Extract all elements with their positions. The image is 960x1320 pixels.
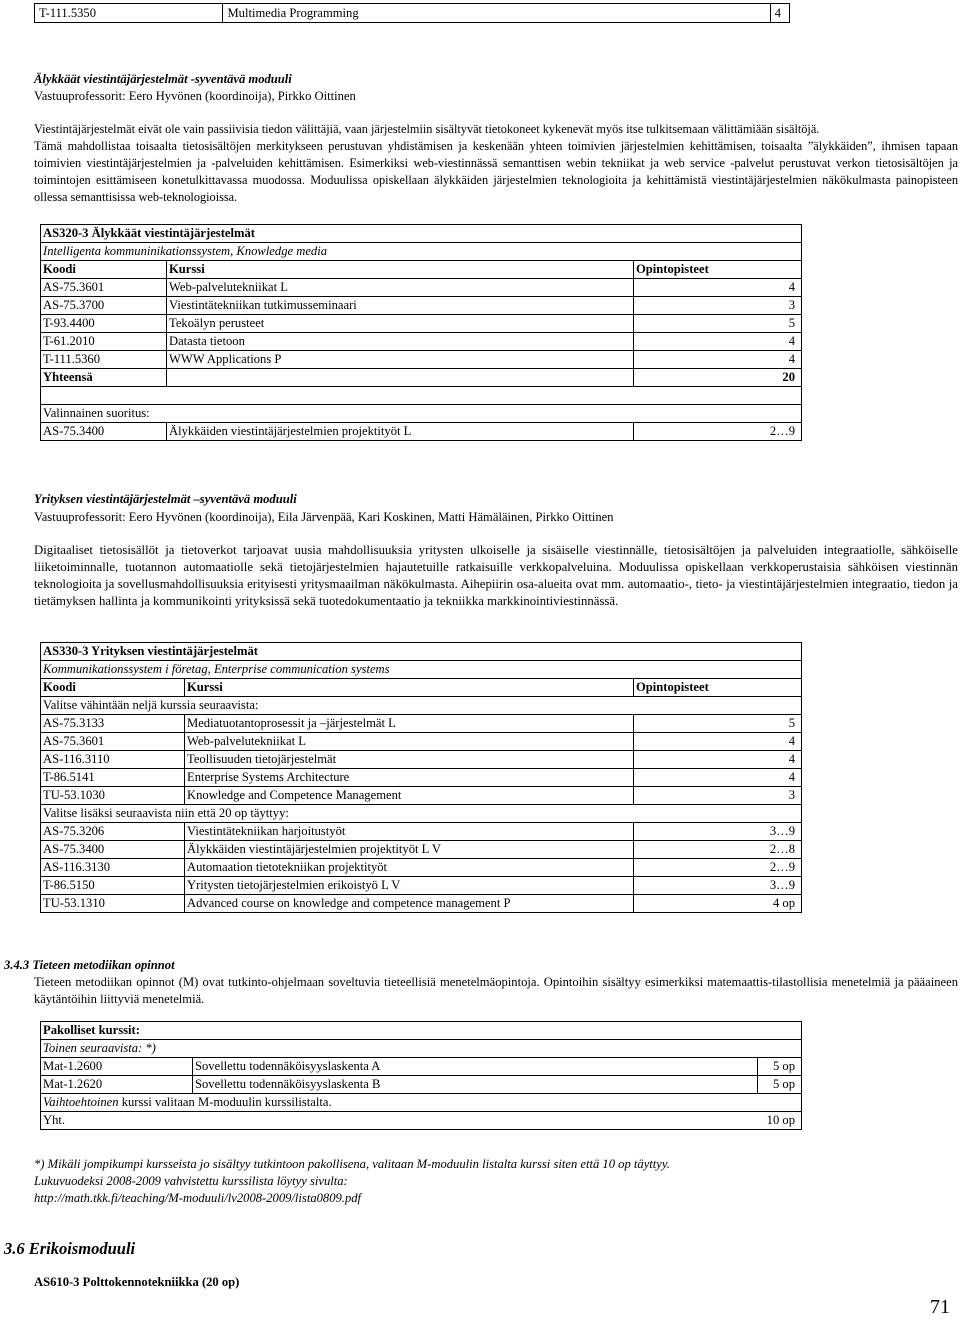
- col-header-credits: Opintopisteet: [634, 679, 802, 697]
- section1-description: Tämä mahdollistaa toisaalta tietosisältöjen merkitykseen perustuvan yhdistämisen ja keskenään yhteen toimivien järjestelmien kehittämisen, toisaalta ”älykkäiden”, ihmisen tapaan toimivien viestintäjärjestelmien ja -palveluiden kehittämisen. Esimerkiksi web-viestinnässä semanttisen webin tekniikat ja web service -palvelut perustuvat verkon tietosisältöjen ja toimintojen esittämiseen konetulkittavassa muodossa. Moduulissa opiskellaan älykkäiden järjestelmien teknologioita ja kehittämistä viestintäjärjestelmien näkökulmasta painopisteen ollessa semanttisissa web-teknologioissa.: [34, 139, 958, 204]
- choice-label: Toinen seuraavista: *): [41, 1040, 802, 1058]
- col-header-code: Koodi: [41, 679, 185, 697]
- table-title: AS330-3 Yrityksen viestintäjärjestelmät: [41, 643, 802, 661]
- table-row: AS-75.3206 Viestintätekniikan harjoitustyöt 3…9: [41, 823, 802, 841]
- table-row: T-61.2010 Datasta tietoon 4: [41, 333, 802, 351]
- table-row: AS-75.3400 Älykkäiden viestintäjärjestelmien projektityöt L V 2…8: [41, 841, 802, 859]
- table-row: AS-75.3601 Web-palvelutekniikat L 4: [41, 279, 802, 297]
- section2-title: Yrityksen viestintäjärjestelmät –syventävä moduuli: [34, 492, 297, 506]
- section2-description: Digitaaliset tietosisällöt ja tietoverkot tarjoavat uusia mahdollisuuksia yritysten ulkoiselle ja sisäiselle viestinnälle, tietosisältöjen ja palveluiden integraatiolle, sähköiselle liiketoiminnalle, tuotannon automaatiolle sekä tietojärjestelmien hajautetuille ratkaisuille verkkopalveluina. Moduulissa opiskellaan verkkoperustaisia sähköisen viestinnän teknologioita ja sovellusmahdollisuuksia erityisesti yritysmaailman näkökulmasta. Aihepiirin osa-alueita ovat mm. automaatio-, tieto- ja viestintäjärjestelmien integraatio, tiedon ja tietämyksen hallinta ja kommunikointi yrityksissä sekä tuotedokumentaatio ja tekniikka markkinointiviestinnässä.: [34, 543, 958, 608]
- table-subtitle: Kommunikationssystem i företag, Enterprise communication systems: [41, 661, 802, 679]
- table-row: TU-53.1310 Advanced course on knowledge and competence management P 4 op: [41, 895, 802, 913]
- page-header: [34, 3, 790, 23]
- group2-label: Valitse lisäksi seuraavista niin että 20 op täyttyy:: [41, 805, 802, 823]
- section3-number: 3.4.3: [4, 958, 30, 972]
- header-course-code: T-111.5350: [35, 4, 223, 23]
- table-row: AS-75.3700 Viestintätekniikan tutkimusseminaari 3: [41, 297, 802, 315]
- table-row: AS-75.3400 Älykkäiden viestintäjärjestelmien projektityöt L 2…9: [41, 423, 802, 441]
- table-row: AS-75.3133 Mediatuotantoprosessit ja –järjestelmät L 5: [41, 715, 802, 733]
- table-title: Pakolliset kurssit:: [41, 1022, 802, 1040]
- alternative-note: Vaihtoehtoinen kurssi valitaan M-moduulin kurssilistalta.: [41, 1094, 802, 1112]
- total-row: Yhteensä 20: [41, 369, 802, 387]
- section3-heading: [4, 957, 175, 974]
- group1-label: Valitse vähintään neljä kurssia seuraavista:: [41, 697, 802, 715]
- table-row: AS-116.3130 Automaation tietotekniikan projektityöt 2…9: [41, 859, 802, 877]
- table-row: AS-75.3601 Web-palvelutekniikat L 4: [41, 733, 802, 751]
- section1-professors: Vastuuprofessorit: Eero Hyvönen (koordinoija), Pirkko Oittinen: [34, 89, 356, 103]
- section4-subheading: AS610-3 Polttokennotekniikka (20 op): [34, 1275, 240, 1289]
- section2-professors: Vastuuprofessorit: Eero Hyvönen (koordinoija), Eila Järvenpää, Kari Koskinen, Matti Hämäläinen, Pirkko Oittinen: [34, 510, 614, 524]
- page-number: 71: [930, 1296, 950, 1318]
- section1-intro: Viestintäjärjestelmät eivät ole vain passiivisia tiedon välittäjiä, vaan järjestelmiin sisältyvät tietokoneet kykenevät myös itse tulkitsemaan välittämiään sisältöjä.: [34, 122, 820, 136]
- header-course-title: Multimedia Programming: [223, 4, 770, 23]
- section1-title: Älykkäät viestintäjärjestelmät -syventävä moduuli: [34, 72, 292, 86]
- table-row: AS-116.3110 Teollisuuden tietojärjestelmät 4: [41, 751, 802, 769]
- col-header-credits: Opintopisteet: [634, 261, 802, 279]
- section4-heading: 3.6 Erikoismoduuli: [4, 1239, 136, 1258]
- table-row: T-93.4400 Tekoälyn perusteet 5: [41, 315, 802, 333]
- table-title: AS320-3 Älykkäät viestintäjärjestelmät: [41, 225, 802, 243]
- table-row: T-86.5141 Enterprise Systems Architecture 4: [41, 769, 802, 787]
- course-table-methods: [40, 1021, 802, 1130]
- table-row: Mat-1.2600 Sovellettu todennäköisyyslaskenta A 5 op: [41, 1058, 802, 1076]
- table-row: TU-53.1030 Knowledge and Competence Management 3: [41, 787, 802, 805]
- table-subtitle: Intelligenta kommuninikationssystem, Knowledge media: [41, 243, 802, 261]
- section3-description: Tieteen metodiikan opinnot (M) ovat tutkinto-ohjelmaan soveltuvia tieteellisiä menetelmäopintoja. Opintoihin sisältyy esimerkiksi matemaattis-tilastollisia menetelmiä ja pääaineen käytäntöihin liittyviä menetelmiä.: [34, 975, 958, 1006]
- course-table-as330: [40, 642, 802, 913]
- header-page: 4: [774, 5, 781, 20]
- total-row: Yht. 10 op: [41, 1112, 802, 1130]
- course-list-link[interactable]: http://math.tkk.fi/teaching/M-moduuli/lv2008-2009/lista0809.pdf: [34, 1191, 362, 1205]
- col-header-course: Kurssi: [167, 261, 634, 279]
- col-header-course: Kurssi: [185, 679, 634, 697]
- table-row: Mat-1.2620 Sovellettu todennäköisyyslaskenta B 5 op: [41, 1076, 802, 1094]
- course-table-as320: [40, 224, 802, 441]
- section3-title: Tieteen metodiikan opinnot: [32, 958, 175, 972]
- table-row: T-86.5150 Yritysten tietojärjestelmien erikoistyö L V 3…9: [41, 877, 802, 895]
- course-list-note: Lukuvuodeksi 2008-2009 vahvistettu kurssilista löytyy sivulta:: [34, 1174, 348, 1188]
- footnote: *) Mikäli jompikumpi kursseista jo sisältyy tutkintoon pakollisena, valitaan M-moduulin listalta kurssi siten että 10 op täyttyy.: [34, 1157, 670, 1171]
- optional-label: Valinnainen suoritus:: [41, 405, 802, 423]
- table-row: T-111.5360 WWW Applications P 4: [41, 351, 802, 369]
- col-header-code: Koodi: [41, 261, 167, 279]
